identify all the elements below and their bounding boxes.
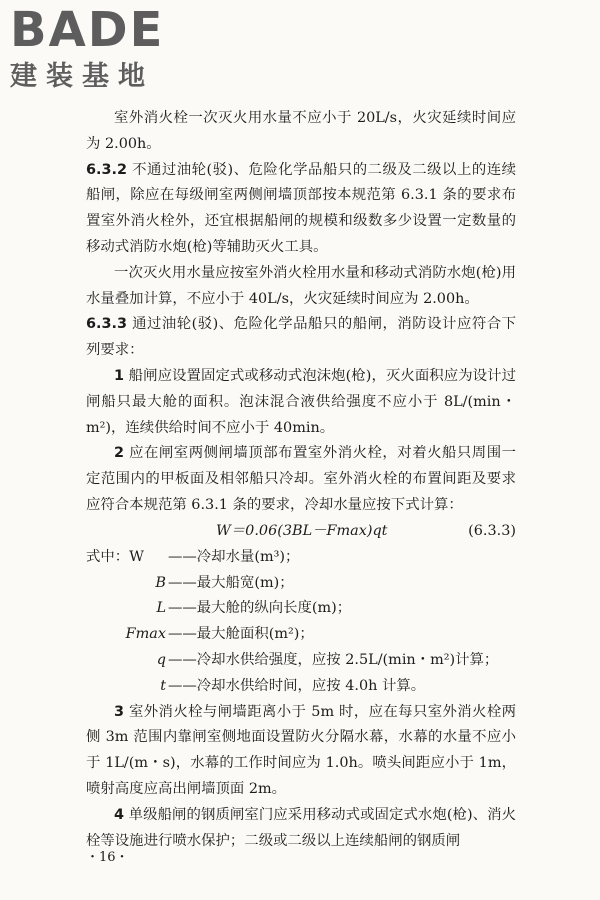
item-number: 1	[114, 367, 125, 384]
page-number: ・16・	[86, 850, 129, 865]
formula-6-3-3	[86, 519, 516, 545]
list-item-4	[86, 803, 516, 855]
list-item-3	[86, 700, 516, 803]
item-number: 3	[114, 703, 125, 720]
item-number: 2	[114, 445, 125, 462]
item-text: 室外消火栓与闸墙距离小于 5m 时，应在每只室外消火栓两侧 3m 范围内靠闸室侧地面设置防火分隔水幕，水幕的水量不应小于 1L/(m・s)，水幕的工作时间应为 1.0h。喷头间距应小于 1m，喷射高度应高出闸墙顶面 2m。	[86, 703, 517, 797]
definition-symbol: L	[156, 600, 166, 617]
definition-text: ——冷却水供给时间，应按 4.0h 计算。	[168, 677, 426, 694]
definition-row	[86, 622, 516, 648]
definition-text: ——最大舱面积(m²)；	[168, 626, 314, 643]
section-number: 6.3.2	[86, 161, 127, 178]
item-text: 单级船闸的钢质闸室门应采用移动式或固定式水炮(枪)、消火栓等设施进行喷水保护；二级或二级以上连续船闸的钢质闸	[86, 806, 517, 849]
definition-symbol: q	[156, 651, 166, 668]
definition-row	[86, 674, 516, 700]
section-text: 不通过油轮(驳)、危险化学品船只的二级及二级以上的连续船闸，除应在每级闸室两侧闸墙顶部按本规范第 6.3.1 条的要求布置室外消火栓外，还宜根据船闸的规模和级数多少设置一定数量的移动式消防水炮(枪)等辅助灭火工具。	[86, 161, 516, 255]
section-6-3-3	[86, 312, 516, 364]
logo-subtitle: 建装基地	[10, 61, 154, 92]
definition-row	[86, 545, 516, 571]
section-6-3-2	[86, 158, 516, 261]
definition-row	[86, 596, 516, 622]
definition-row	[86, 648, 516, 674]
list-item-2	[86, 441, 516, 518]
definition-text: ——最大船宽(m)；	[168, 574, 294, 591]
definition-symbol: Fmax	[125, 626, 166, 643]
variable-definitions	[86, 545, 516, 700]
section-text: 通过油轮(驳)、危险化学品船只的船闸，消防设计应符合下列要求：	[86, 316, 516, 359]
definition-text: ——最大舱的纵向长度(m)；	[168, 600, 352, 617]
item-text: 应在闸室两侧闸墙顶部布置室外消火栓，对着火船只周围一定范围内的甲板面及相邻船只冷却。室外消火栓的布置间距及要求应符合本规范第 6.3.1 条的要求，冷却水量应按下式计算：	[86, 445, 516, 513]
logo-wordmark: BADE	[10, 2, 165, 58]
page-body	[86, 106, 516, 854]
bade-logo	[10, 4, 190, 104]
definition-symbol: 式中：W	[86, 548, 144, 565]
definition-text: ——冷却水量(m³)；	[168, 548, 300, 565]
item-number: 4	[114, 806, 125, 823]
paragraph-water-volume: 一次灭火用水量应按室外消火栓用水量和移动式消防水炮(枪)用水量叠加计算，不应小于 40L/s，火灾延续时间应为 2.00h。	[86, 264, 516, 307]
definition-row	[86, 571, 516, 597]
list-item-1	[86, 364, 516, 441]
definition-symbol: t	[160, 677, 166, 694]
formula-expression: W＝0.06(3BL－Fmax)qt	[216, 522, 388, 539]
section-number: 6.3.3	[86, 316, 127, 333]
item-text: 船闸应设置固定式或移动式泡沫炮(枪)，灭火面积应为设计过闸船只最大舱的面积。泡沫混合液供给强度不应小于 8L/(min・m²)，连续供给时间不应小于 40min。	[86, 367, 517, 436]
formula-number: (6.3.3)	[468, 522, 516, 539]
definition-symbol: B	[155, 574, 166, 591]
paragraph-outdoor-hydrant: 室外消火栓一次灭火用水量不应小于 20L/s，火灾延续时间应为 2.00h。	[86, 110, 516, 152]
definition-text: ——冷却水供给强度，应按 2.5L/(min・m²)计算；	[168, 651, 499, 668]
